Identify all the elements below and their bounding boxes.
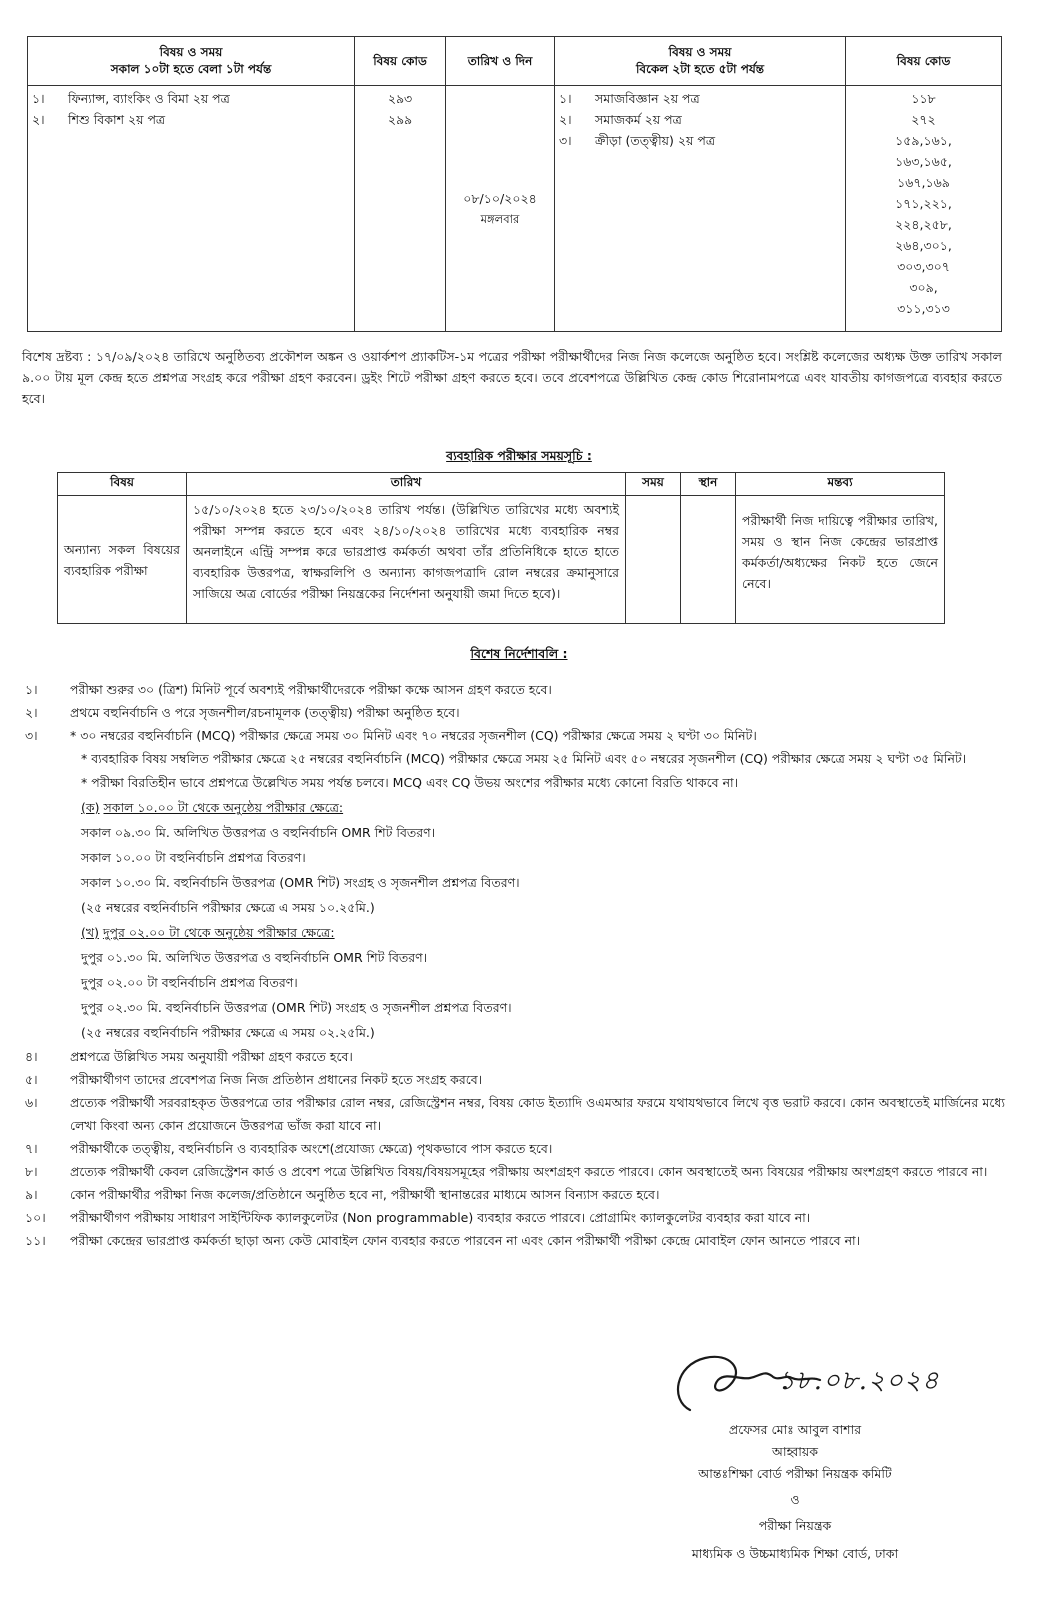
instruction-item (25, 724, 1005, 747)
signatory-name: প্রফেসর মোঃ আবুল বাশার (728, 1422, 862, 1437)
practical-place-cell (681, 496, 736, 624)
subject-name: সমাজকর্ম ২য় পত্র (595, 112, 682, 127)
afternoon-subject-row (559, 109, 841, 130)
instruction-text: প্রশ্নপত্রে উল্লিখিত সময় অনুযায়ী পরীক্ষা গ্রহণ করতে হবে। (70, 1049, 353, 1064)
practical-place-header: স্থান (681, 473, 736, 496)
instruction-item (25, 1183, 1005, 1206)
morning-schedule-label: (ক) (81, 800, 100, 815)
instruction-item (25, 678, 1005, 701)
practical-remark-header: মন্তব্য (736, 473, 945, 496)
code-header-1: বিষয় কোড (355, 37, 446, 86)
subject-code: ২২৪,২৫৮, (895, 217, 952, 232)
exam-table-body-row (28, 86, 1002, 332)
exam-routine-table (27, 36, 1002, 332)
handwritten-date: ১৮.০৮.২০২৪ (778, 1366, 940, 1396)
instruction-text: পরীক্ষার্থীকে তত্ত্বীয়, বহুনির্বাচনি ও ব্যবহারিক অংশে(প্রযোজ্য ক্ষেত্রে) পৃথকভাবে পাস করতে হবে। (70, 1141, 553, 1156)
signatory-role: আহ্বায়ক (772, 1444, 818, 1459)
instruction-number: ১১। (25, 1233, 46, 1248)
instruction-number: ২। (25, 705, 38, 720)
row-number: ১। (559, 91, 572, 106)
instruction-item (25, 1091, 1005, 1137)
row-number: ১। (32, 91, 45, 106)
instructions-list (25, 678, 1005, 1252)
signature-block (600, 1340, 990, 1615)
afternoon-schedule-line: (২৫ নম্বরের বহুনির্বাচনি পরীক্ষার ক্ষেত্রে এ সময় ০২.২৫মি.) (81, 1025, 375, 1040)
instruction-text: পরীক্ষা শুরুর ৩০ (ত্রিশ) মিনিট পূর্বে অবশ্যই পরীক্ষার্থীদেরকে পরীক্ষা কক্ষে আসন গ্রহণ করতে হবে। (70, 682, 552, 697)
date-day-cell (446, 86, 555, 332)
signatory-title: পরীক্ষা নিয়ন্ত্রক (758, 1518, 832, 1533)
practical-subject-header: বিষয় (58, 473, 187, 496)
subject-name: সমাজবিজ্ঞান ২য় পত্র (595, 91, 700, 106)
afternoon-schedule-label: (খ) (81, 925, 99, 940)
row-number: ২। (559, 112, 572, 127)
subject-name: ফিন্যান্স, ব্যাংকিং ও বিমা ২য় পত্র (68, 91, 230, 106)
morning-schedule-line: সকাল ১০.০০ টা বহুনির্বাচনি প্রশ্নপত্র বিতরণ। (81, 850, 306, 865)
instruction-text: পরীক্ষার্থীগণ পরীক্ষায় সাধারণ সাইন্টিফিক ক্যালকুলেটর (Non programmable) ব্যবহার করতে পারবে। প্রোগ্রামিং ক্যালকুলেটর ব্যবহার করা যাবে না। (70, 1210, 811, 1225)
morning-subject-header (28, 37, 355, 86)
instruction-item (25, 1137, 1005, 1160)
subject-code: ২৬৪,৩০১, (895, 238, 952, 253)
instruction-text: প্রত্যেক পরীক্ষার্থী কেবল রেজিস্ট্রেশন কার্ড ও প্রবেশ পত্রে উল্লিখিত বিষয়/বিষয়সমূহের পরীক্ষায় অংশগ্রহণ করতে পারবে। কোন অবস্থাতেই অন্য বিষয়ের পরীক্ষায় অংশগ্রহণ করতে পারবে না। (70, 1164, 988, 1179)
exam-day: মঙ্গলবার (480, 211, 520, 226)
afternoon-subjects-cell (555, 86, 846, 332)
morning-schedule-line: (২৫ নম্বরের বহুনির্বাচনি পরীক্ষার ক্ষেত্রে এ সময় ১০.২৫মি.) (81, 900, 375, 915)
subject-code: ৩০৩,৩০৭ (897, 259, 950, 274)
afternoon-schedule-title: দুপুর ০২.০০ টা থেকে অনুষ্ঠেয় পরীক্ষার ক্ষেত্রে: (102, 925, 335, 940)
morning-time-label: সকাল ১০টা হতে বেলা ১টা পর্যন্ত (110, 62, 272, 76)
practical-remark: পরীক্ষার্থী নিজ দায়িত্বে পরীক্ষার তারিখ, সময় ও স্থান নিজ কেন্দ্রের ভারপ্রাপ্ত কর্মকর্তা/অধ্যক্ষের নিকট হতে জেনে নেবে। (736, 496, 945, 624)
instruction-number: ৯। (25, 1187, 38, 1202)
afternoon-time-label: বিকেল ২টা হতে ৫টা পর্যন্ত (635, 62, 765, 76)
practical-body-row (58, 496, 945, 624)
instruction-3-practical-note: * ব্যবহারিক বিষয় সম্বলিত পরীক্ষার ক্ষেত্রে ২৫ নম্বরের বহুনির্বাচনি (MCQ) পরীক্ষার ক্ষেত্রে সময় ২৫ মিনিট এবং ৫০ নম্বরের সৃজনশীল (CQ) পরীক্ষার ক্ষেত্রে সময় ২ ঘণ্টা ৩৫ মিনিট। (81, 751, 967, 766)
afternoon-subject-row (559, 88, 841, 109)
morning-schedule-line: সকাল ১০.৩০ মি. বহুনির্বাচনি উত্তরপত্র (OMR শিট) সংগ্রহ ও সৃজনশীল প্রশ্নপত্র বিতরণ। (81, 875, 520, 890)
instruction-number: ১। (25, 682, 38, 697)
instruction-text: পরীক্ষার্থীগণ তাদের প্রবেশপত্র নিজ নিজ প্রতিষ্ঠান প্রধানের নিকট হতে সংগ্রহ করবে। (70, 1072, 483, 1087)
subject-code: ৩১১,৩১৩ (897, 301, 950, 316)
row-number: ৩। (559, 133, 572, 148)
morning-subject-label: বিষয় ও সময় (159, 45, 223, 59)
instruction-3-continuous-note: * পরীক্ষা বিরতিহীন ভাবে প্রশ্নপত্রে উল্লেখিত সময় পর্যন্ত চলবে। MCQ এবং CQ উভয় অংশের পরীক্ষার মধ্যে কোনো বিরতি থাকবে না। (81, 775, 739, 790)
special-note: বিশেষ দ্রষ্টব্য : ১৭/০৯/২০২৪ তারিখে অনুষ্ঠিতব্য প্রকৌশল অঙ্কন ও ওয়ার্কশপ প্র্যাকটিস-১ম পত্রের পরীক্ষা পরীক্ষার্থীদের নিজ নিজ কলেজে অনুষ্ঠিত হবে। সংশ্লিষ্ট কলেজের অধ্যক্ষ উক্ত তারিখ সকাল ৯.০০ টায় মূল কেন্দ্র হতে প্রশ্নপত্র সংগ্রহ করে পরীক্ষা গ্রহণ করবেন। ড্রইং শিটে পরীক্ষা গ্রহণ করতে হবে। তবে প্রবেশপত্রে উল্লিখিত কেন্দ্র কোড শিরোনামপত্রে এবং যাবতীয় কাগজপত্রে ব্যবহার করতে হবে। (22, 349, 1002, 406)
instruction-number: ১০। (25, 1210, 46, 1225)
row-number: ২। (32, 112, 45, 127)
practical-time-cell (626, 496, 681, 624)
instruction-number: ৩। (25, 728, 38, 743)
subject-name: শিশু বিকাশ ২য় পত্র (68, 112, 166, 127)
morning-codes-cell (355, 86, 446, 332)
code-header-2: বিষয় কোড (846, 37, 1002, 86)
instruction-item (25, 1160, 1005, 1183)
subject-code: ১৬৩,১৬৫, (895, 154, 952, 169)
date-day-header: তারিখ ও দিন (446, 37, 555, 86)
subject-code: ১৭১,২২১, (895, 196, 952, 211)
subject-code: ১৬৭,১৬৯ (897, 175, 950, 190)
subject-code: ২৯৯ (387, 112, 413, 127)
practical-date-text: ১৫/১০/২০২৪ হতে ২৩/১০/২০২৪ তারিখ পর্যন্ত। (উল্লিখিত তারিখের মধ্যে অবশ্যই পরীক্ষা সম্পন্ন করতে হবে এবং ২৪/১০/২০২৪ তারিখের মধ্যে ব্যবহারিক নম্বর অনলাইনে এন্ট্রি সম্পন্ন করে ভারপ্রাপ্ত কর্মকর্তা অথবা তাঁর প্রতিনিধিকে হাতে হাতে ব্যবহারিক উত্তরপত্র, স্বাক্ষরলিপি ও অন্যান্য কাগজপত্রাদি রোল নম্বরের ক্রমানুসারে সাজিয়ে অত্র বোর্ডের পরীক্ষা নিয়ন্ত্রকের নির্দেশনা অনুযায়ী জমা দিতে হবে)। (187, 496, 626, 624)
instruction-number: ৫। (25, 1072, 38, 1087)
instruction-number: ৮। (25, 1164, 38, 1179)
instruction-item (25, 1068, 1005, 1091)
morning-schedule-line: সকাল ০৯.৩০ মি. অলিখিত উত্তরপত্র ও বহুনির্বাচনি OMR শিট বিতরণ। (81, 825, 436, 840)
subject-name: ক্রীড়া (তত্ত্বীয়) ২য় পত্র (595, 133, 715, 148)
practical-schedule-table (57, 472, 945, 624)
instruction-text: * ৩০ নম্বরের বহুনির্বাচনি (MCQ) পরীক্ষার ক্ষেত্রে সময় ৩০ মিনিট এবং ৭০ নম্বরের সৃজনশীল (CQ) পরীক্ষার ক্ষেত্রে সময় ২ ঘণ্টা ৩০ মিনিট। (70, 728, 757, 743)
instruction-text: কোন পরীক্ষার্থীর পরীক্ষা নিজ কলেজ/প্রতিষ্ঠানে অনুষ্ঠিত হবে না, পরীক্ষার্থী স্থানান্তরের মাধ্যমে আসন বিন্যাস করতে হবে। (70, 1187, 660, 1202)
practical-subject: অন্যান্য সকল বিষয়ের ব্যবহারিক পরীক্ষা (58, 496, 187, 624)
subject-code: ১১৮ (911, 91, 936, 106)
morning-subject-row (32, 109, 350, 130)
afternoon-schedule-line: দুপুর ০২.০০ টা বহুনির্বাচনি প্রশ্নপত্র বিতরণ। (81, 975, 298, 990)
instruction-item (25, 701, 1005, 724)
instruction-item (25, 1045, 1005, 1068)
afternoon-schedule-heading (81, 920, 1005, 945)
afternoon-schedule-line: দুপুর ০১.৩০ মি. অলিখিত উত্তরপত্র ও বহুনির্বাচনি OMR শিট বিতরণ। (81, 950, 428, 965)
subject-code: ২৭২ (911, 112, 936, 127)
afternoon-schedule-line: দুপুর ০২.৩০ মি. বহুনির্বাচনি উত্তরপত্র (OMR শিট) সংগ্রহ ও সৃজনশীল প্রশ্নপত্র বিতরণ। (81, 1000, 512, 1015)
subject-code: ৩০৯, (909, 280, 938, 295)
exam-date: ০৮/১০/২০২৪ (463, 190, 537, 206)
practical-time-header: সময় (626, 473, 681, 496)
morning-schedule-heading (81, 795, 1005, 820)
subject-code: ২৯৩ (387, 91, 413, 106)
subject-code: ১৫৯,১৬১, (895, 133, 952, 148)
instruction-item (25, 1206, 1005, 1229)
instruction-text: প্রত্যেক পরীক্ষার্থী সরবরাহকৃত উত্তরপত্রে তার পরীক্ষার রোল নম্বর, রেজিস্ট্রেশন নম্বর, বিষয় কোড ইত্যাদি ওএমআর ফরমে যথাযথভাবে লিখে বৃত্ত ভরাট করবে। কোন অবস্থাতেই মার্জিনের মধ্যে লেখা কিংবা অন্য কোন প্রয়োজনে উত্তরপত্র ভাঁজ করা যাবে না। (70, 1095, 1005, 1133)
signatory-committee: আন্তঃশিক্ষা বোর্ড পরীক্ষা নিয়ন্ত্রক কমিটি (698, 1466, 892, 1481)
signatory-board: মাধ্যমিক ও উচ্চমাধ্যমিক শিক্ষা বোর্ড, ঢাকা (691, 1546, 899, 1561)
morning-subject-row (32, 88, 350, 109)
practical-header-row (58, 473, 945, 496)
afternoon-subject-row (559, 130, 841, 151)
instruction-number: ৭। (25, 1141, 38, 1156)
exam-table-header-row (28, 37, 1002, 86)
practical-schedule-title: ব্যবহারিক পরীক্ষার সময়সূচি : (446, 448, 592, 463)
afternoon-subject-header (555, 37, 846, 86)
instruction-number: ৬। (25, 1095, 38, 1110)
instruction-text: পরীক্ষা কেন্দ্রের ভারপ্রাপ্ত কর্মকর্তা ছাড়া অন্য কেউ মোবাইল ফোন ব্যবহার করতে পারবেন না এবং কোন পরীক্ষার্থী পরীক্ষা কেন্দ্রে মোবাইল ফোন আনতে পারবে না। (70, 1233, 861, 1248)
morning-subjects-cell (28, 86, 355, 332)
afternoon-subject-label: বিষয় ও সময় (668, 45, 732, 59)
signatory-and: ও (790, 1492, 800, 1507)
afternoon-codes-cell (846, 86, 1002, 332)
practical-date-header: তারিখ (187, 473, 626, 496)
instruction-text: প্রথমে বহুনির্বাচনি ও পরে সৃজনশীল/রচনামূলক (তত্ত্বীয়) পরীক্ষা অনুষ্ঠিত হবে। (70, 705, 460, 720)
morning-schedule-title: সকাল ১০.০০ টা থেকে অনুষ্ঠেয় পরীক্ষার ক্ষেত্রে: (103, 800, 344, 815)
instruction-item (25, 1229, 1005, 1252)
special-instructions-title: বিশেষ নির্দেশাবলি : (470, 646, 568, 661)
instruction-number: ৪। (25, 1049, 38, 1064)
